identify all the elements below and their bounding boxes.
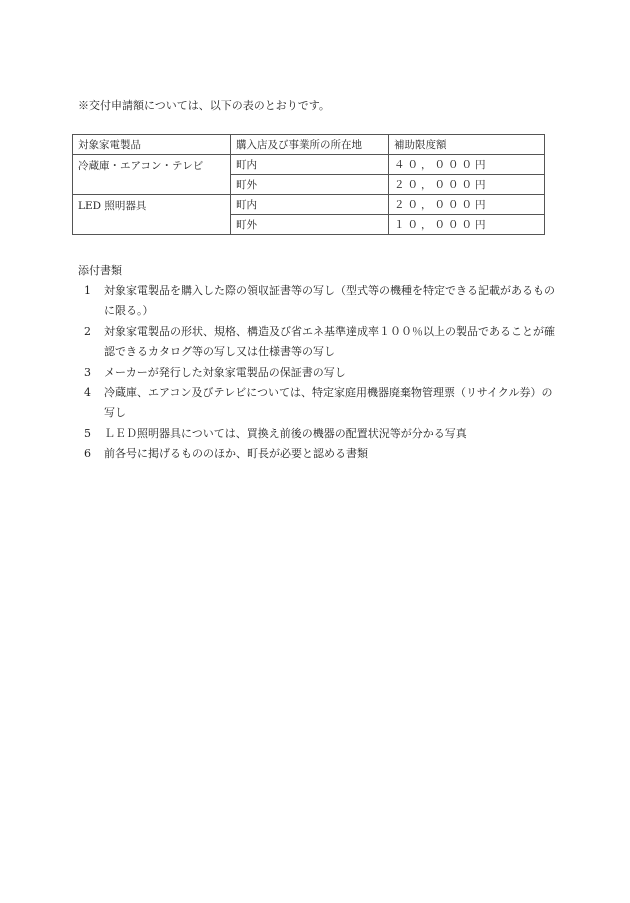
item-number: 5 [84, 426, 91, 440]
item-text: ＬＥＤ照明器具については、買換え前後の機器の配置状況等が分かる写真 [104, 426, 467, 440]
list-item [78, 322, 558, 363]
item-text: メーカーが発行した対象家電製品の保証書の写し [104, 365, 346, 379]
item-number: 4 [84, 386, 91, 400]
location-cell: 町内 [231, 155, 389, 175]
list-item [78, 444, 558, 464]
table-row [73, 155, 545, 175]
subsidy-table [72, 134, 545, 235]
amount-cell: ２０，０００円 [389, 195, 545, 215]
location-cell: 町外 [231, 215, 389, 235]
amount-cell: ４０，０００円 [389, 155, 545, 175]
category-cell: LED 照明器具 [73, 195, 231, 235]
item-number: 6 [84, 447, 91, 461]
list-item [78, 281, 558, 322]
item-text: 対象家電製品を購入した際の領収証書等の写し（型式等の機種を特定できる記載があるものに限る。） [104, 284, 555, 318]
amount-cell: １０，０００円 [389, 215, 545, 235]
list-item [78, 424, 558, 444]
item-text: 対象家電製品の形状、規格、構造及び省エネ基準達成率１００％以上の製品であることが確認できるカタログ等の写し又は仕様書等の写し [104, 324, 555, 359]
item-number: 2 [84, 324, 91, 338]
list-item [78, 383, 558, 424]
attachments-list [78, 281, 558, 465]
item-text: 冷蔵庫、エアコン及びテレビについては、特定家庭用機器廃棄物管理票（リサイクル券）の写し [104, 386, 553, 420]
header-limit: 補助限度額 [389, 135, 545, 155]
amount-cell: ２０，０００円 [389, 175, 545, 195]
item-number: 1 [84, 284, 91, 297]
table-header-row [73, 135, 545, 155]
location-cell: 町内 [231, 195, 389, 215]
header-product: 対象家電製品 [73, 135, 231, 155]
item-number: 3 [84, 365, 91, 379]
intro-note: ※交付申請額については、以下の表のとおりです。 [78, 99, 330, 112]
table-row [73, 195, 545, 215]
list-item [78, 363, 558, 383]
attachments-heading: 添付書類 [78, 264, 122, 277]
header-location: 購入店及び事業所の所在地 [231, 135, 389, 155]
category-cell: 冷蔵庫・エアコン・テレビ [73, 155, 231, 195]
location-cell: 町外 [231, 175, 389, 195]
item-text: 前各号に掲げるもののほか、町長が必要と認める書類 [104, 447, 368, 461]
